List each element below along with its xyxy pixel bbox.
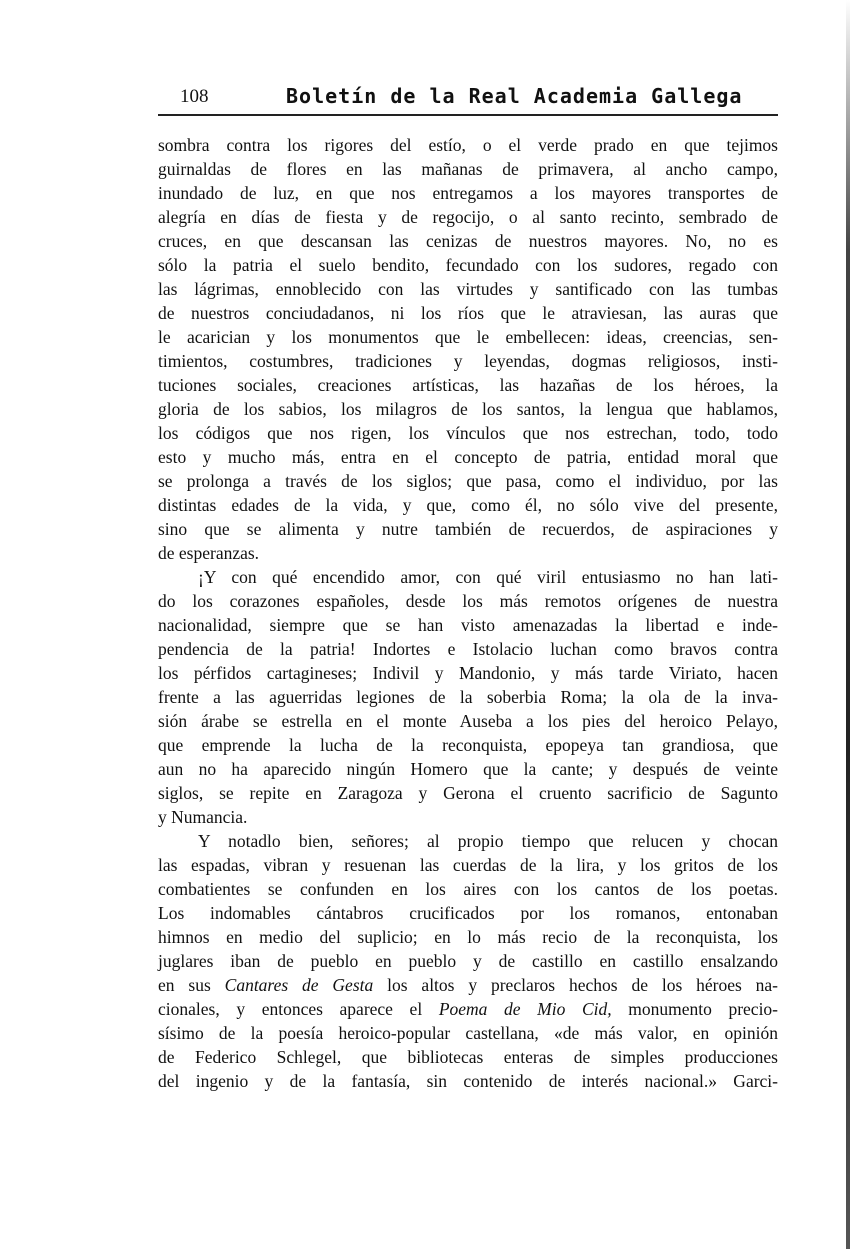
- text-segment: do los corazones españoles, desde los más remotos orígenes de nuestra: [158, 591, 778, 611]
- text-segment: nacionalidad, siempre que se han visto amenazadas la libertad e inde-: [158, 615, 778, 635]
- text-segment: y Numancia.: [158, 807, 248, 827]
- text-line: [158, 397, 778, 421]
- text-segment: en sus: [158, 975, 225, 995]
- text-segment: sino que se alimenta y nutre también de recuerdos, de aspiraciones y: [158, 519, 778, 539]
- text-segment: guirnaldas de flores en las mañanas de primavera, al ancho campo,: [158, 159, 778, 179]
- text-segment: frente a las aguerridas legiones de la soberbia Roma; la ola de la inva-: [158, 687, 778, 707]
- text-line: [158, 781, 778, 805]
- text-segment: juglares iban de pueblo en pueblo y de castillo en castillo ensalzando: [158, 951, 778, 971]
- text-line: [158, 757, 778, 781]
- text-line: [158, 925, 778, 949]
- page-number: 108: [180, 86, 209, 107]
- text-line: [158, 733, 778, 757]
- text-line: [158, 493, 778, 517]
- text-line: [158, 709, 778, 733]
- text-segment: de nuestros conciudadanos, ni los ríos que le atraviesan, las auras que: [158, 303, 778, 323]
- text-line: [158, 877, 778, 901]
- text-line: [158, 589, 778, 613]
- text-line: [158, 277, 778, 301]
- text-segment: las lágrimas, ennoblecido con las virtudes y santificado con las tumbas: [158, 279, 778, 299]
- text-segment: cionales, y entonces aparece el: [158, 999, 439, 1019]
- journal-title: Boletín de la Real Academia Gallega: [286, 84, 743, 108]
- text-line: [158, 1069, 778, 1093]
- text-line: [158, 853, 778, 877]
- text-line: [158, 421, 778, 445]
- text-segment: inundado de luz, en que nos entregamos a los mayores transportes de: [158, 183, 778, 203]
- text-segment: de Federico Schlegel, que bibliotecas enteras de simples producciones: [158, 1047, 778, 1067]
- text-line: [158, 301, 778, 325]
- text-line: [158, 565, 778, 589]
- text-segment: monumento precio-: [611, 999, 779, 1019]
- text-segment: los altos y preclaros hechos de los héroes na-: [373, 975, 779, 995]
- text-line: [158, 133, 778, 157]
- text-segment: las espadas, vibran y resuenan las cuerdas de la lira, y los gritos de los: [158, 855, 778, 875]
- running-header: [158, 84, 778, 112]
- text-line: [158, 373, 778, 397]
- text-line: [158, 901, 778, 925]
- text-segment: cruces, en que descansan las cenizas de nuestros mayores. No, no es: [158, 231, 778, 251]
- text-segment: distintas edades de la vida, y que, como él, no sólo vive del presente,: [158, 495, 778, 515]
- text-segment: de esperanzas.: [158, 543, 260, 563]
- italic-title: Cantares de Gesta: [224, 975, 374, 995]
- text-segment: timientos, costumbres, tradiciones y leyendas, dogmas religiosos, insti-: [158, 351, 778, 371]
- text-segment: aun no ha aparecido ningún Homero que la cante; y después de veinte: [158, 759, 778, 779]
- text-segment: Y notadlo bien, señores; al propio tiempo que relucen y chocan: [198, 831, 778, 851]
- text-segment: gloria de los sabios, los milagros de los santos, la lengua que hablamos,: [158, 399, 778, 419]
- text-segment: alegría en días de fiesta y de regocijo, o al santo recinto, sembrado de: [158, 207, 778, 227]
- text-line: [158, 1021, 778, 1045]
- text-segment: que emprende la lucha de la reconquista, epopeya tan grandiosa, que: [158, 735, 778, 755]
- text-line: [158, 325, 778, 349]
- text-line: [158, 181, 778, 205]
- text-segment: se prolonga a través de los siglos; que pasa, como el individuo, por las: [158, 471, 778, 491]
- text-segment: sólo la patria el suelo bendito, fecundado con los sudores, regado con: [158, 255, 778, 275]
- text-segment: esto y mucho más, entra en el concepto de patria, entidad moral que: [158, 447, 778, 467]
- text-segment: Los indomables cántabros crucificados por los romanos, entonaban: [158, 903, 778, 923]
- text-line: [158, 805, 778, 829]
- text-line: [158, 469, 778, 493]
- text-line: [158, 685, 778, 709]
- text-line: [158, 229, 778, 253]
- text-segment: del ingenio y de la fantasía, sin contenido de interés nacional.» Garci-: [158, 1071, 778, 1091]
- italic-title: Poema de Mio Cid,: [438, 999, 612, 1019]
- text-segment: himnos en medio del suplicio; en lo más recio de la reconquista, los: [158, 927, 778, 947]
- text-line: [158, 661, 778, 685]
- text-segment: sísimo de la poesía heroico-popular castellana, «de más valor, en opinión: [158, 1023, 778, 1043]
- text-segment: siglos, se repite en Zaragoza y Gerona el cruento sacrificio de Sagunto: [158, 783, 778, 803]
- header-rule: [158, 114, 778, 116]
- text-line: [158, 829, 778, 853]
- text-segment: pendencia de la patria! Indortes e Istolacio luchan como bravos contra: [158, 639, 778, 659]
- text-segment: los códigos que nos rigen, los vínculos que nos estrechan, todo, todo: [158, 423, 778, 443]
- page-edge-shadow: [846, 0, 850, 1249]
- text-line: [158, 157, 778, 181]
- text-segment: sombra contra los rigores del estío, o el verde prado en que tejimos: [158, 135, 778, 155]
- body-text: [158, 133, 778, 1093]
- text-line: [158, 949, 778, 973]
- text-segment: sión árabe se estrella en el monte Auseba a los pies del heroico Pelayo,: [158, 711, 778, 731]
- text-segment: ¡Y con qué encendido amor, con qué viril entusiasmo no han lati-: [198, 567, 778, 587]
- text-segment: combatientes se confunden en los aires con los cantos de los poetas.: [158, 879, 778, 899]
- text-line: [158, 613, 778, 637]
- text-segment: tuciones sociales, creaciones artísticas, las hazañas de los héroes, la: [158, 375, 778, 395]
- text-line: [158, 1045, 778, 1069]
- text-line: [158, 541, 778, 565]
- text-line: [158, 997, 778, 1021]
- text-line: [158, 445, 778, 469]
- text-segment: los pérfidos cartagineses; Indivil y Mandonio, y más tarde Viriato, hacen: [158, 663, 778, 683]
- text-line: [158, 205, 778, 229]
- text-line: [158, 637, 778, 661]
- text-line: [158, 973, 778, 997]
- text-line: [158, 253, 778, 277]
- text-line: [158, 349, 778, 373]
- text-line: [158, 517, 778, 541]
- text-segment: le acarician y los monumentos que le embellecen: ideas, creencias, sen-: [158, 327, 778, 347]
